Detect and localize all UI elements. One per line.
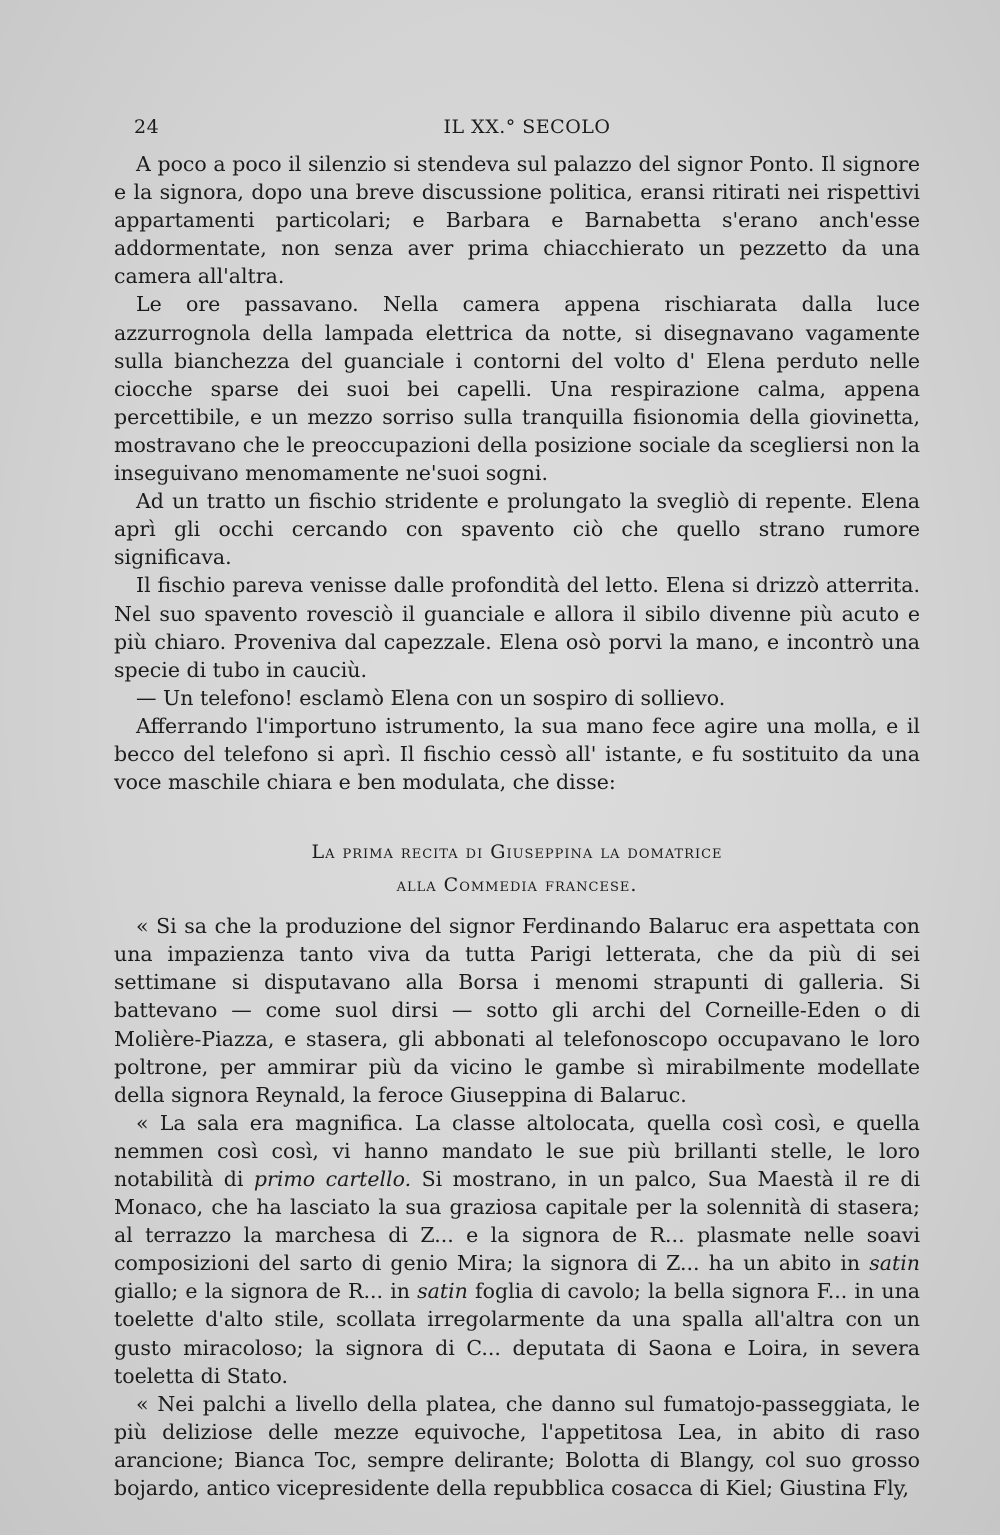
section-title-line: alla Commedia francese. [396,874,638,897]
section-title [114,836,920,902]
paragraph: Afferrando l'importuno istrumento, la sua mano fece agire una molla, e il becco del telefono si aprì. Il fischio cessò all' istante, e fu sostituito da una voce maschile chiara e ben modulata, che disse: [114,713,920,795]
page-header [134,116,920,144]
text-run: foglia di cavolo; la bella signora F... in una toelette d'alto stile, scollata irregolarmente da una spalla all'altra con un gusto miracoloso; la signora di C... deputata di Saona e Loira, in severa toeletta di Stato. [114,1279,920,1388]
italic-text: primo cartello. [253,1167,412,1191]
italic-text: satin [417,1279,468,1304]
running-title: IL XX.° SECOLO [443,116,611,138]
paragraph: Le ore passavano. Nella camera appena rischiarata dalla luce azzurrognola della lampada elettrica da notte, si disegnavano vagamente sulla bianchezza del guanciale i contorni del volto d' Elena perduto nelle ciocche sparse dei suoi bei capelli. Una respirazione calma, appena percettibile, e un mezzo sorriso sulla tranquilla fisionomia della giovinetta, mostravano che le preoccupazioni della posizione sociale da scegliersi non la inseguivano menomamente ne'suoi sogni. [114,292,920,486]
paragraph: Ad un tratto un fischio stridente e prolungato la svegliò di repente. Elena aprì gli occhi cercando con spavento ciò che quello strano rumore significava. [114,489,920,570]
page-body [114,150,920,1502]
italic-text: satin [869,1251,920,1276]
quoted-paragraph: « Nei palchi a livello della platea, che danno sul fumatojo-passeggiata, le più deliziose delle mezze equivoche, l'appetitosa Lea, in abito di raso arancione; Bianca Toc, sempre delirante; Bolotta di Blangy, col suo grosso bojardo, antico vicepresidente della repubblica cosacca di Kiel; Giustina Fly, [114,1391,920,1501]
paragraph: Il fischio pareva venisse dalle profondità del letto. Elena si drizzò atterrita. Nel suo spavento rovesciò il guanciale e allora il sibilo divenne più acuto e più chiaro. Proveniva dal capezzale. Elena osò porvi la mano, e incontrò una specie di tubo in cauciù. [114,573,920,682]
paragraph: — Un telefono! esclamò Elena con un sospiro di sollievo. [136,685,726,710]
quoted-paragraph: « Si sa che la produzione del signor Ferdinando Balaruc era aspettata con una impazienza tanto viva da tutta Parigi letterata, che da più di sei settimane si disputavano alla Borsa i menomi strapunti di galleria. Si battevano — come suol dirsi — sotto gli archi del Corneille-Eden o di Molière-Piazza, e stasera, gli abbonati al telefonoscopo occupavano le loro poltrone, per ammirar più da vicino le gambe sì mirabilmente modellate della signora Reynald, la feroce Giuseppina di Balaruc. [114,914,920,1107]
text-run: giallo; e la signora de R... in [114,1279,418,1304]
quoted-paragraph [114,1109,920,1390]
page-number: 24 [134,116,160,138]
text-run: « La sala era magnifica. La classe altolocata, quella così così, e quella nemmen così così, vi hanno mandato le sue più brillanti stelle, le loro notabilità di [114,1110,920,1191]
section-title-line: La prima recita di Giuseppina la domatrice [311,841,723,864]
paragraph: A poco a poco il silenzio si stendeva sul palazzo del signor Ponto. Il signore e la signora, dopo una breve discussione politica, eransi ritirati nei rispettivi appartamenti particolari; e Barbara e Barnabetta s'erano anch'esse addormentate, non senza aver prima chiacchierato un pezzetto da una camera all'altra. [114,152,920,289]
text-run: Si mostrano, in un palco, Sua Maestà il re di Monaco, che ha lasciato la sua graziosa capitale per la solennità di stasera; al terrazzo la marchesa di Z... e la signora de R... plasmate nelle soavi composizioni del sarto di genio Mira; la signora di Z... ha un abito in [114,1167,920,1276]
